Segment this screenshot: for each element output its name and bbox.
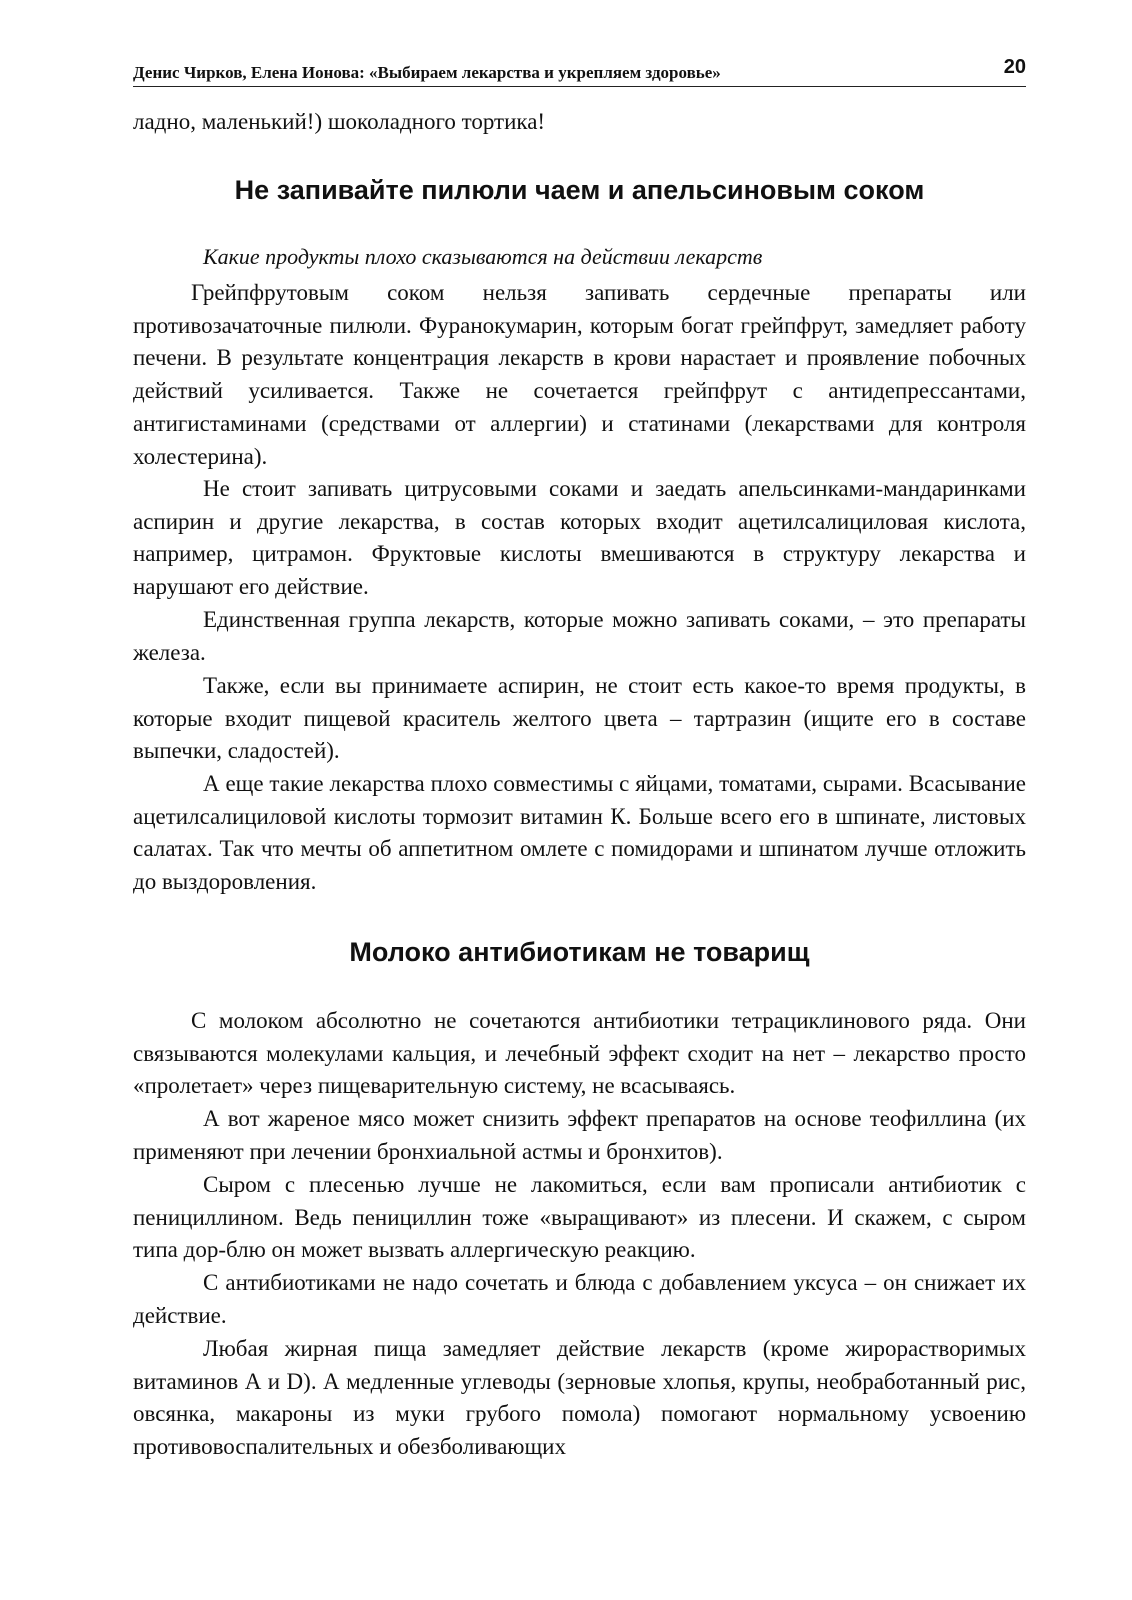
paragraph: Грейпфрутовым соком нельзя запивать сердечные препараты или противозачаточные пилюли. Фуранокумарин, которым богат грейпфрут, замедляет работу печени. В результате концентрация лекарств в крови нарастает и проявление побочных действий усиливается. Также не сочетается грейпфрут с антидепрессантами, антигистаминами (средствами от аллергии) и статинами (лекарствами для контроля холестерина).: [133, 280, 1026, 469]
page-number: 20: [1003, 56, 1026, 78]
running-header: [133, 56, 1026, 87]
section-heading: Не запивайте пилюли чаем и апельсиновым соком: [234, 175, 925, 205]
paragraph: С молоком абсолютно не сочетаются антибиотики тетрациклинового ряда. Они связываются молекулами кальция, и лечебный эффект сходит на нет – лекарство просто «пролетает» через пищеварительную систему, не всасываясь.: [133, 1008, 1026, 1099]
running-title: Денис Чирков, Елена Ионова: «Выбираем лекарства и укрепляем здоровье»: [133, 63, 721, 82]
paragraph: Сыром с плесенью лучше не лакомиться, если вам прописали антибиотик с пенициллином. Ведь пенициллин тоже «выращивают» из плесени. И скажем, с сыром типа дор-блю он может вызвать аллергическую реакцию.: [133, 1172, 1026, 1263]
section-heading: Молоко антибиотикам не товарищ: [349, 937, 810, 967]
paragraph: Любая жирная пища замедляет действие лекарств (кроме жирорастворимых витаминов А и D). А медленные углеводы (зерновые хлопья, крупы, необработанный рис, овсянка, макароны из муки грубого помола) помогают нормальному усвоению противовоспалительных и обезболивающих: [133, 1336, 1026, 1460]
paragraph: А еще такие лекарства плохо совместимы с яйцами, томатами, сырами. Всасывание ацетилсалициловой кислоты тормозит витамин К. Больше всего его в шпинате, листовых салатах. Так что мечты об аппетитном омлете с помидорами и шпинатом лучше отложить до выздоровления.: [133, 771, 1026, 895]
paragraph: С антибиотиками не надо сочетать и блюда с добавлением уксуса – он снижает их действие.: [133, 1270, 1026, 1328]
paragraph: Единственная группа лекарств, которые можно запивать соками, – это препараты железа.: [133, 607, 1026, 665]
continued-text: ладно, маленький!) шоколадного тортика!: [133, 109, 546, 134]
paragraph: А вот жареное мясо может снизить эффект препаратов на основе теофиллина (их применяют при лечении бронхиальной астмы и бронхитов).: [133, 1106, 1026, 1164]
section-subtitle: Какие продукты плохо сказываются на действии лекарств: [203, 244, 763, 269]
paragraph: Не стоит запивать цитрусовыми соками и заедать апельсинками-мандаринками аспирин и другие лекарства, в состав которых входит ацетилсалициловая кислота, например, цитрамон. Фруктовые кислоты вмешиваются в структуру лекарства и нарушают его действие.: [133, 476, 1026, 600]
paragraph: Также, если вы принимаете аспирин, не стоит есть какое-то время продукты, в которые входит пищевой краситель желтого цвета – тартразин (ищите его в составе выпечки, сладостей).: [133, 673, 1026, 764]
